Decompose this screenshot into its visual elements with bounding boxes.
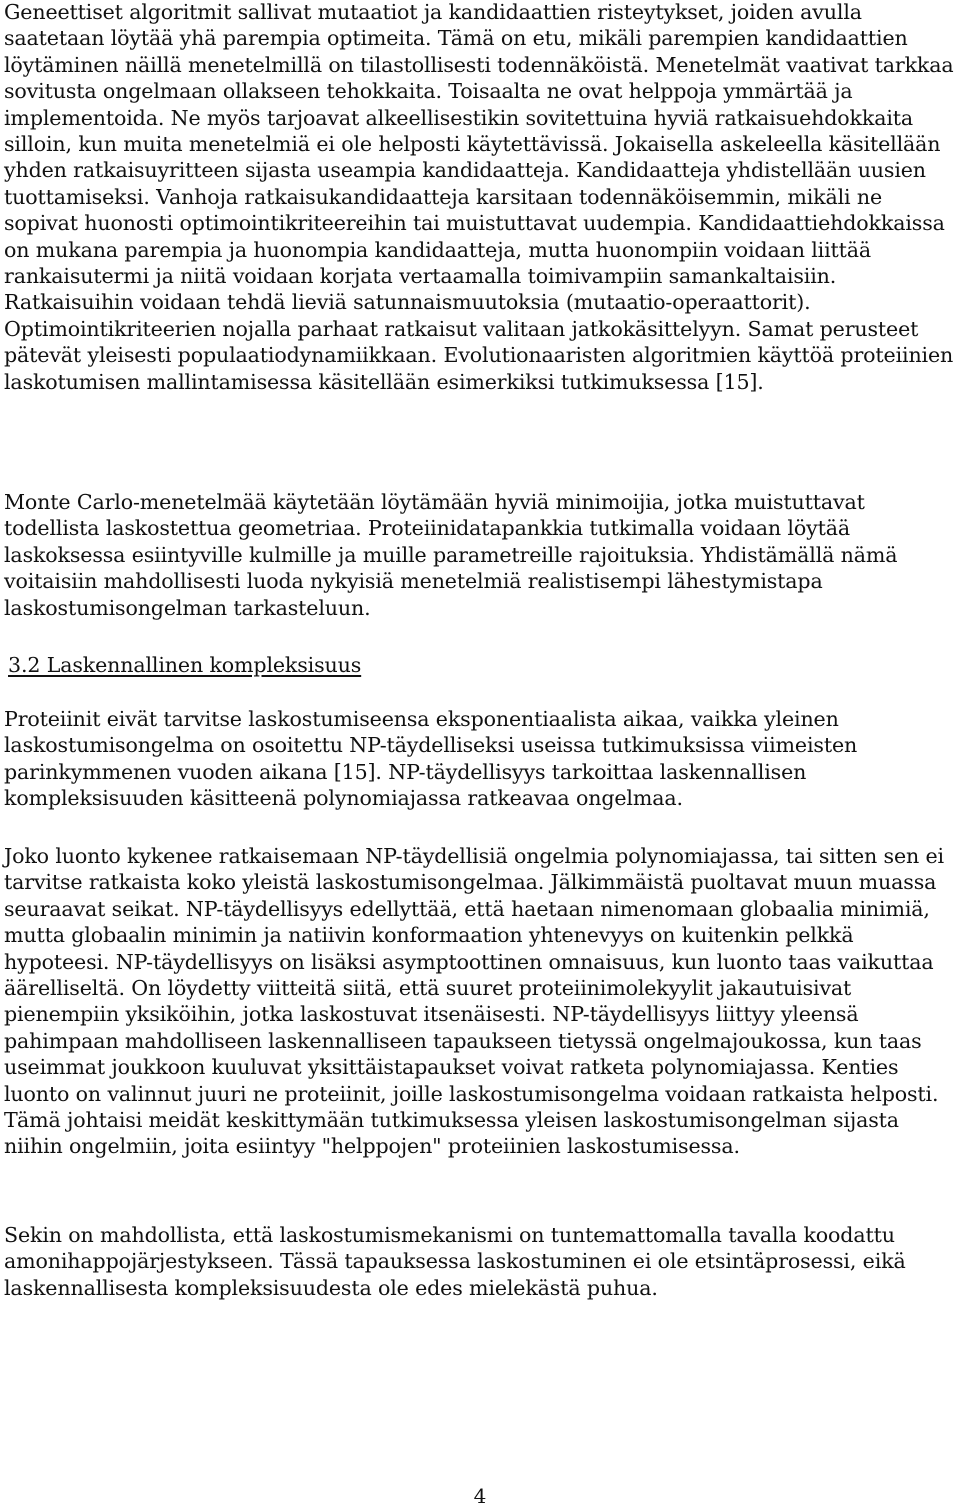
body-paragraph-genetic-algorithms: Geneettiset algoritmit sallivat mutaatiot ja kandidaattien risteytykset, joiden avulla saatetaan löytää yhä parempia optimeita. Tämä on etu, mikäli parempien kandidaattien löytäminen näillä menetelmillä on tilastollisesti todennäköistä. Menetelmät vaativat tarkkaa sovitusta ongelmaan ollakseen tehokkaita. Toisaalta ne ovat helppoja ymmärtää ja implementoida. Ne myös tarjoavat alkeellisestikin sovitettuina hyviä ratkaisuehdokkaita silloin, kun muita menetelmiä ei ole helposti käytettävissä. Jokaisella askeleella käsitellään yhden ratkaisuyritteen sijasta useampia kandidaatteja. Kandidaatteja yhdistellään uusien tuottamiseksi. Vanhoja ratkaisukandidaatteja karsitaan todennäköisemmin, mikäli ne sopivat huonosti optimointikriteereihin tai muistuttavat uudempia. Kandidaattiehdokkaissa on mukana parempia ja huonompia kandidaatteja, mutta huonompiin voidaan liittää rankaisutermi ja niitä voidaan korjata vertaamalla toimivampiin samankaltaisiin. Ratkaisuihin voidaan tehdä lieviä satunnaismuutoksia (mutaatio-operaattorit). Optimointikriteerien nojalla parhaat ratkaisut valitaan jatkokäsittelyyn. Samat perusteet pätevät yleisesti populaatiodynamiikkaan. Evolutionaaristen algoritmien käyttöä proteiinien laskotumisen mallintamisessa käsitellään esimerkiksi tutkimuksessa [15]. [4, 0, 954, 394]
body-paragraph-monte-carlo: Monte Carlo-menetelmää käytetään löytämään hyviä minimoijia, jotka muistuttavat todellista laskostettua geometriaa. Proteiinidatapankkia tutkimalla voidaan löytää laskoksessa esiintyville kulmille ja muille parametreille rajoituksia. Yhdistämällä nämä voitaisiin mahdollisesti luoda nykyisiä menetelmiä realistisempi lähestymistapa laskostumisongelman tarkasteluun. [4, 490, 898, 620]
section-paragraph-encoding: Sekin on mahdollista, että laskostumismekanismi on tuntemattomalla tavalla koodattu amonihappojärjestykseen. Tässä tapauksessa laskostuminen ei ole etsintäprosessi, eikä laskennallisesta kompleksisuudesta ole edes mielekästä puhua. [4, 1223, 906, 1300]
page-number: 4 [473, 1484, 487, 1508]
section-paragraph-np-complete: Proteiinit eivät tarvitse laskostumiseensa eksponentiaalista aikaa, vaikka yleinen laskostumisongelma on osoitettu NP-täydelliseksi useissa tutkimuksissa viimeisten parinkymmenen vuoden aikana [15]. NP-täydellisyys tarkoittaa laskennallisen kompleksisuuden käsitteenä polynomiajassa ratkeavaa ongelmaa. [4, 707, 858, 811]
section-heading: 3.2 Laskennallinen kompleksisuus [8, 653, 362, 677]
section-paragraph-nature-polynomial: Joko luonto kykenee ratkaisemaan NP-täydellisiä ongelmia polynomiajassa, tai sitten sen ei tarvitse ratkaista koko yleistä laskostumisongelmaa. Jälkimmäistä puoltavat muun muassa seuraavat seikat. NP-täydellisyys edellyttää, että haetaan nimenomaan globaalia minimiä, mutta globaalin minimin ja natiivin konformaation yhtenevyys on kuitenkin pelkkä hypoteesi. NP-täydellisyys on lisäksi asymptoottinen omnaisuus, kun luonto taas vaikuttaa äärelliseltä. On löydetty viitteitä siitä, että suuret proteiinimolekyylit jakautuisivat pienempiin yksiköihin, jotka laskostuvat itsenäisesti. NP-täydellisyys liittyy yleensä pahimpaan mahdolliseen laskennalliseen tapaukseen tietyssä ongelmajoukossa, kun taas useimmat joukkoon kuuluvat yksittäistapaukset voivat ratketa polynomiajassa. Kenties luonto on valinnut juuri ne proteiinit, joille laskostumisongelma voidaan ratkaista helposti. Tämä johtaisi meidät keskittymään tutkimuksessa yleisen laskostumisongelman sijasta niihin ongelmiin, joita esiintyy "helppojen" proteiinien laskostumisessa. [4, 844, 944, 1159]
